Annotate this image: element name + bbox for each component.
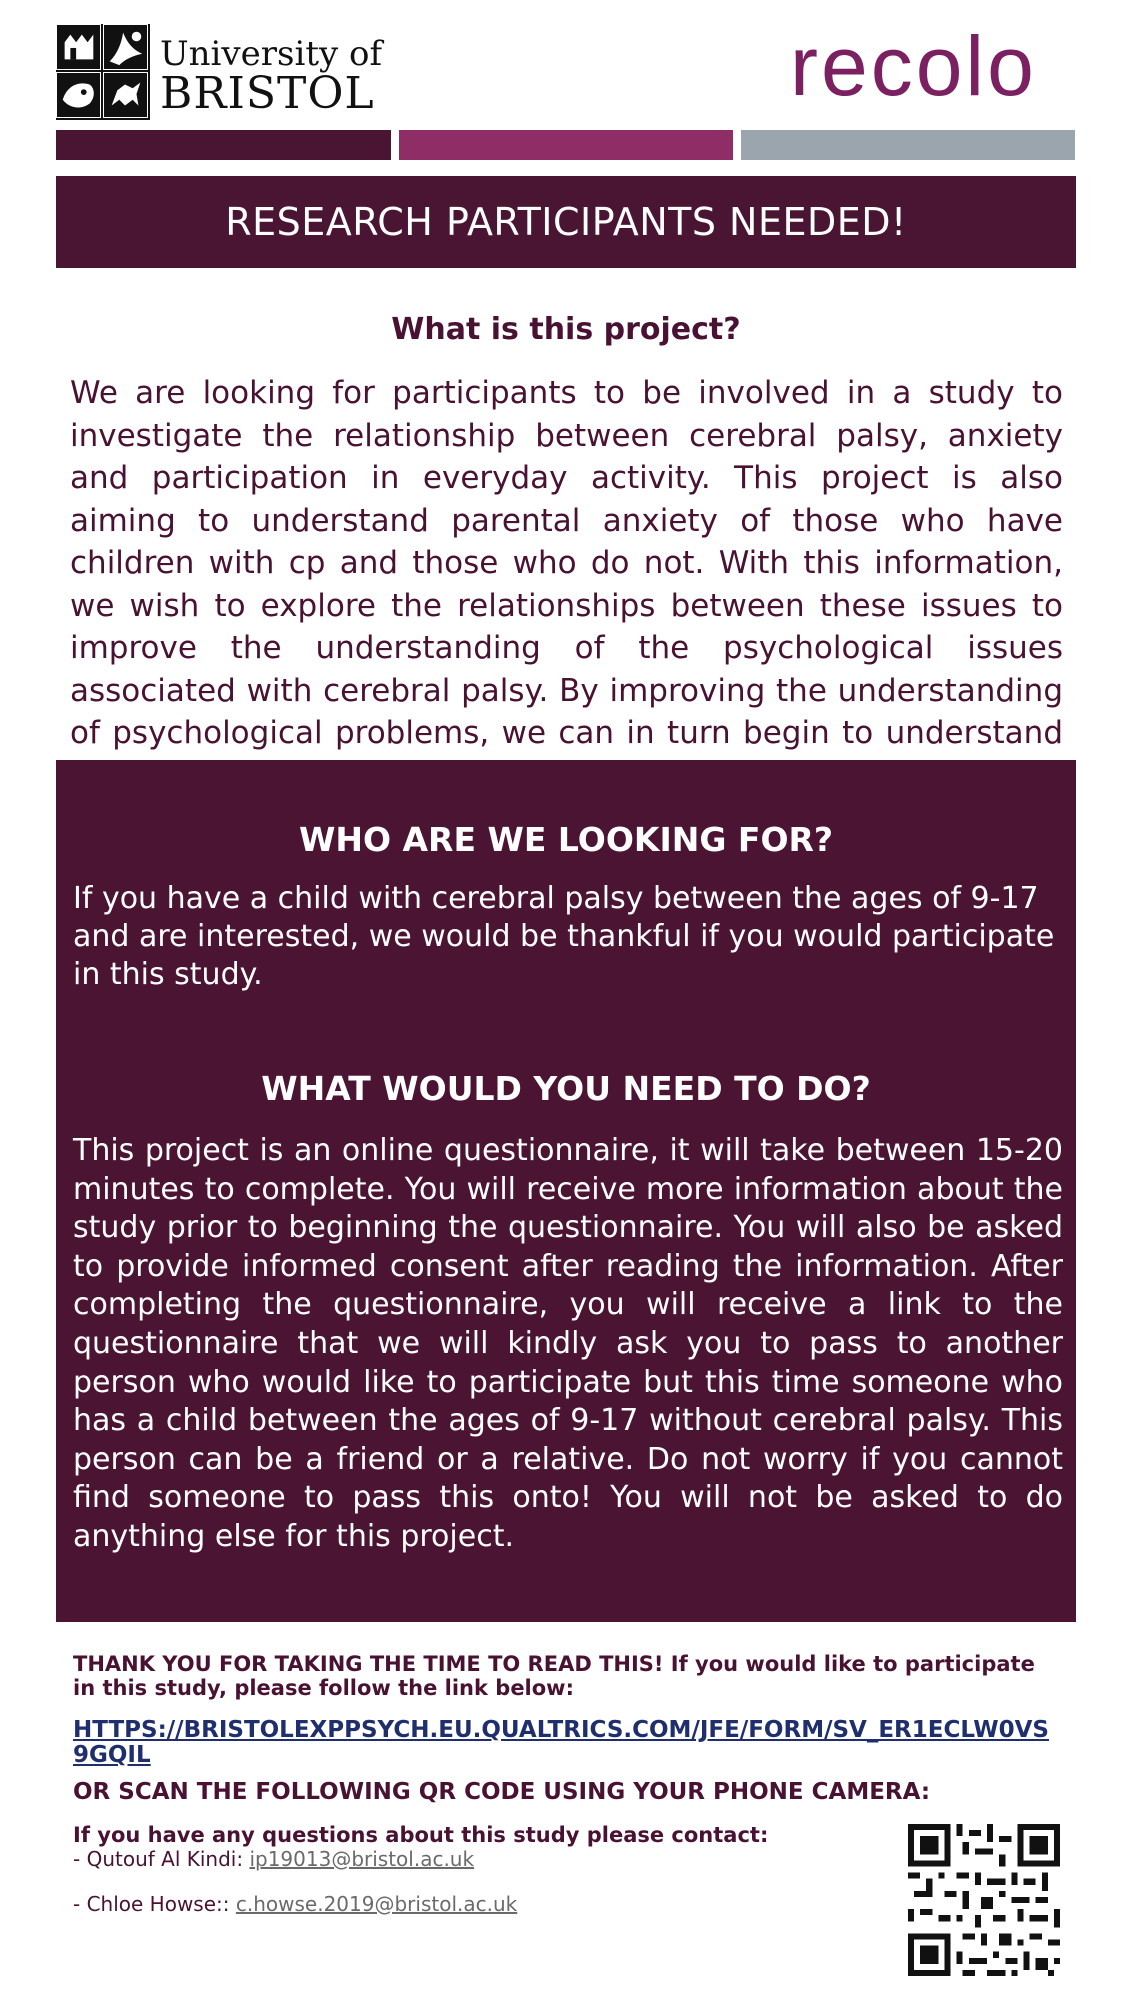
crest-icon <box>56 24 150 120</box>
contact-email[interactable]: c.howse.2019@bristol.ac.uk <box>235 1892 518 1916</box>
university-name-line1: University of <box>160 34 383 74</box>
thanks-text <box>73 1652 1063 1700</box>
scan-instruction: OR SCAN THE FOLLOWING QR CODE USING YOUR PHONE CAMERA: <box>73 1779 931 1805</box>
todo-heading: WHAT WOULD YOU NEED TO DO? <box>261 1069 871 1108</box>
magenta-color-bar <box>399 130 733 160</box>
thanks-rest: If you would like to participate in this study, please follow the link below: <box>73 1652 1035 1700</box>
title-banner <box>56 176 1076 268</box>
university-logo <box>56 24 396 124</box>
project-description: We are looking for participants to be involved in a study to investigate the relationship between cerebral palsy, anxiety and participation in everyday activity. This project is also aiming to understand parental anxiety of those who have children with cp and those who do not. With this information, we wish to explore the relationships between these issues to improve the understanding of the psychological issues associated with cerebral palsy. By improving the understanding of psychological problems, we can in turn begin to understand <box>70 375 1063 751</box>
survey-link[interactable]: HTTPS://BRISTOLEXPPSYCH.EU.QUALTRICS.COM/JFE/FORM/SV_ER1ECLW0VS9GQIL <box>73 1717 1049 1768</box>
grey-color-bar <box>741 130 1075 160</box>
banner-title: RESEARCH PARTICIPANTS NEEDED! <box>225 200 907 244</box>
contact-label: - Chloe Howse:: <box>73 1892 236 1916</box>
contact-email[interactable]: ip19013@bristol.ac.uk <box>249 1847 475 1871</box>
questions-text: If you have any questions about this study please contact: <box>73 1823 769 1847</box>
project-heading: What is this project? <box>391 312 741 347</box>
contact-chloe <box>73 1892 517 1916</box>
todo-description: This project is an online questionnaire, it will take between 15-20 minutes to complete. You will receive more information about the study prior to beginning the questionnaire. You will also be asked to provide informed consent after reading the information. After completing the questionnaire, you will receive a link to the questionnaire that we will kindly ask you to pass to another person who would like to participate but this time someone who has a child between the ages of 9-17 without cerebral palsy. This person can be a friend or a relative. Do not worry if you cannot find someone to pass this onto! You will not be asked to do anything else for this project. <box>73 1133 1063 1554</box>
recolo-logo: recolo <box>790 19 1037 113</box>
who-heading: WHO ARE WE LOOKING FOR? <box>298 820 834 859</box>
contact-label: - Qutouf Al Kindi: <box>73 1847 250 1871</box>
thanks-caps: THANK YOU FOR TAKING THE TIME TO READ THIS! <box>73 1652 664 1676</box>
university-name-line2: BRISTOL <box>160 68 375 119</box>
who-description: If you have a child with cerebral palsy between the ages of 9-17 and are interested, we would be thankful if you would participate in this study. <box>73 881 1055 992</box>
plum-color-bar <box>56 130 391 160</box>
qr-code-icon[interactable] <box>908 1824 1060 1976</box>
contact-qutouf <box>73 1847 474 1871</box>
